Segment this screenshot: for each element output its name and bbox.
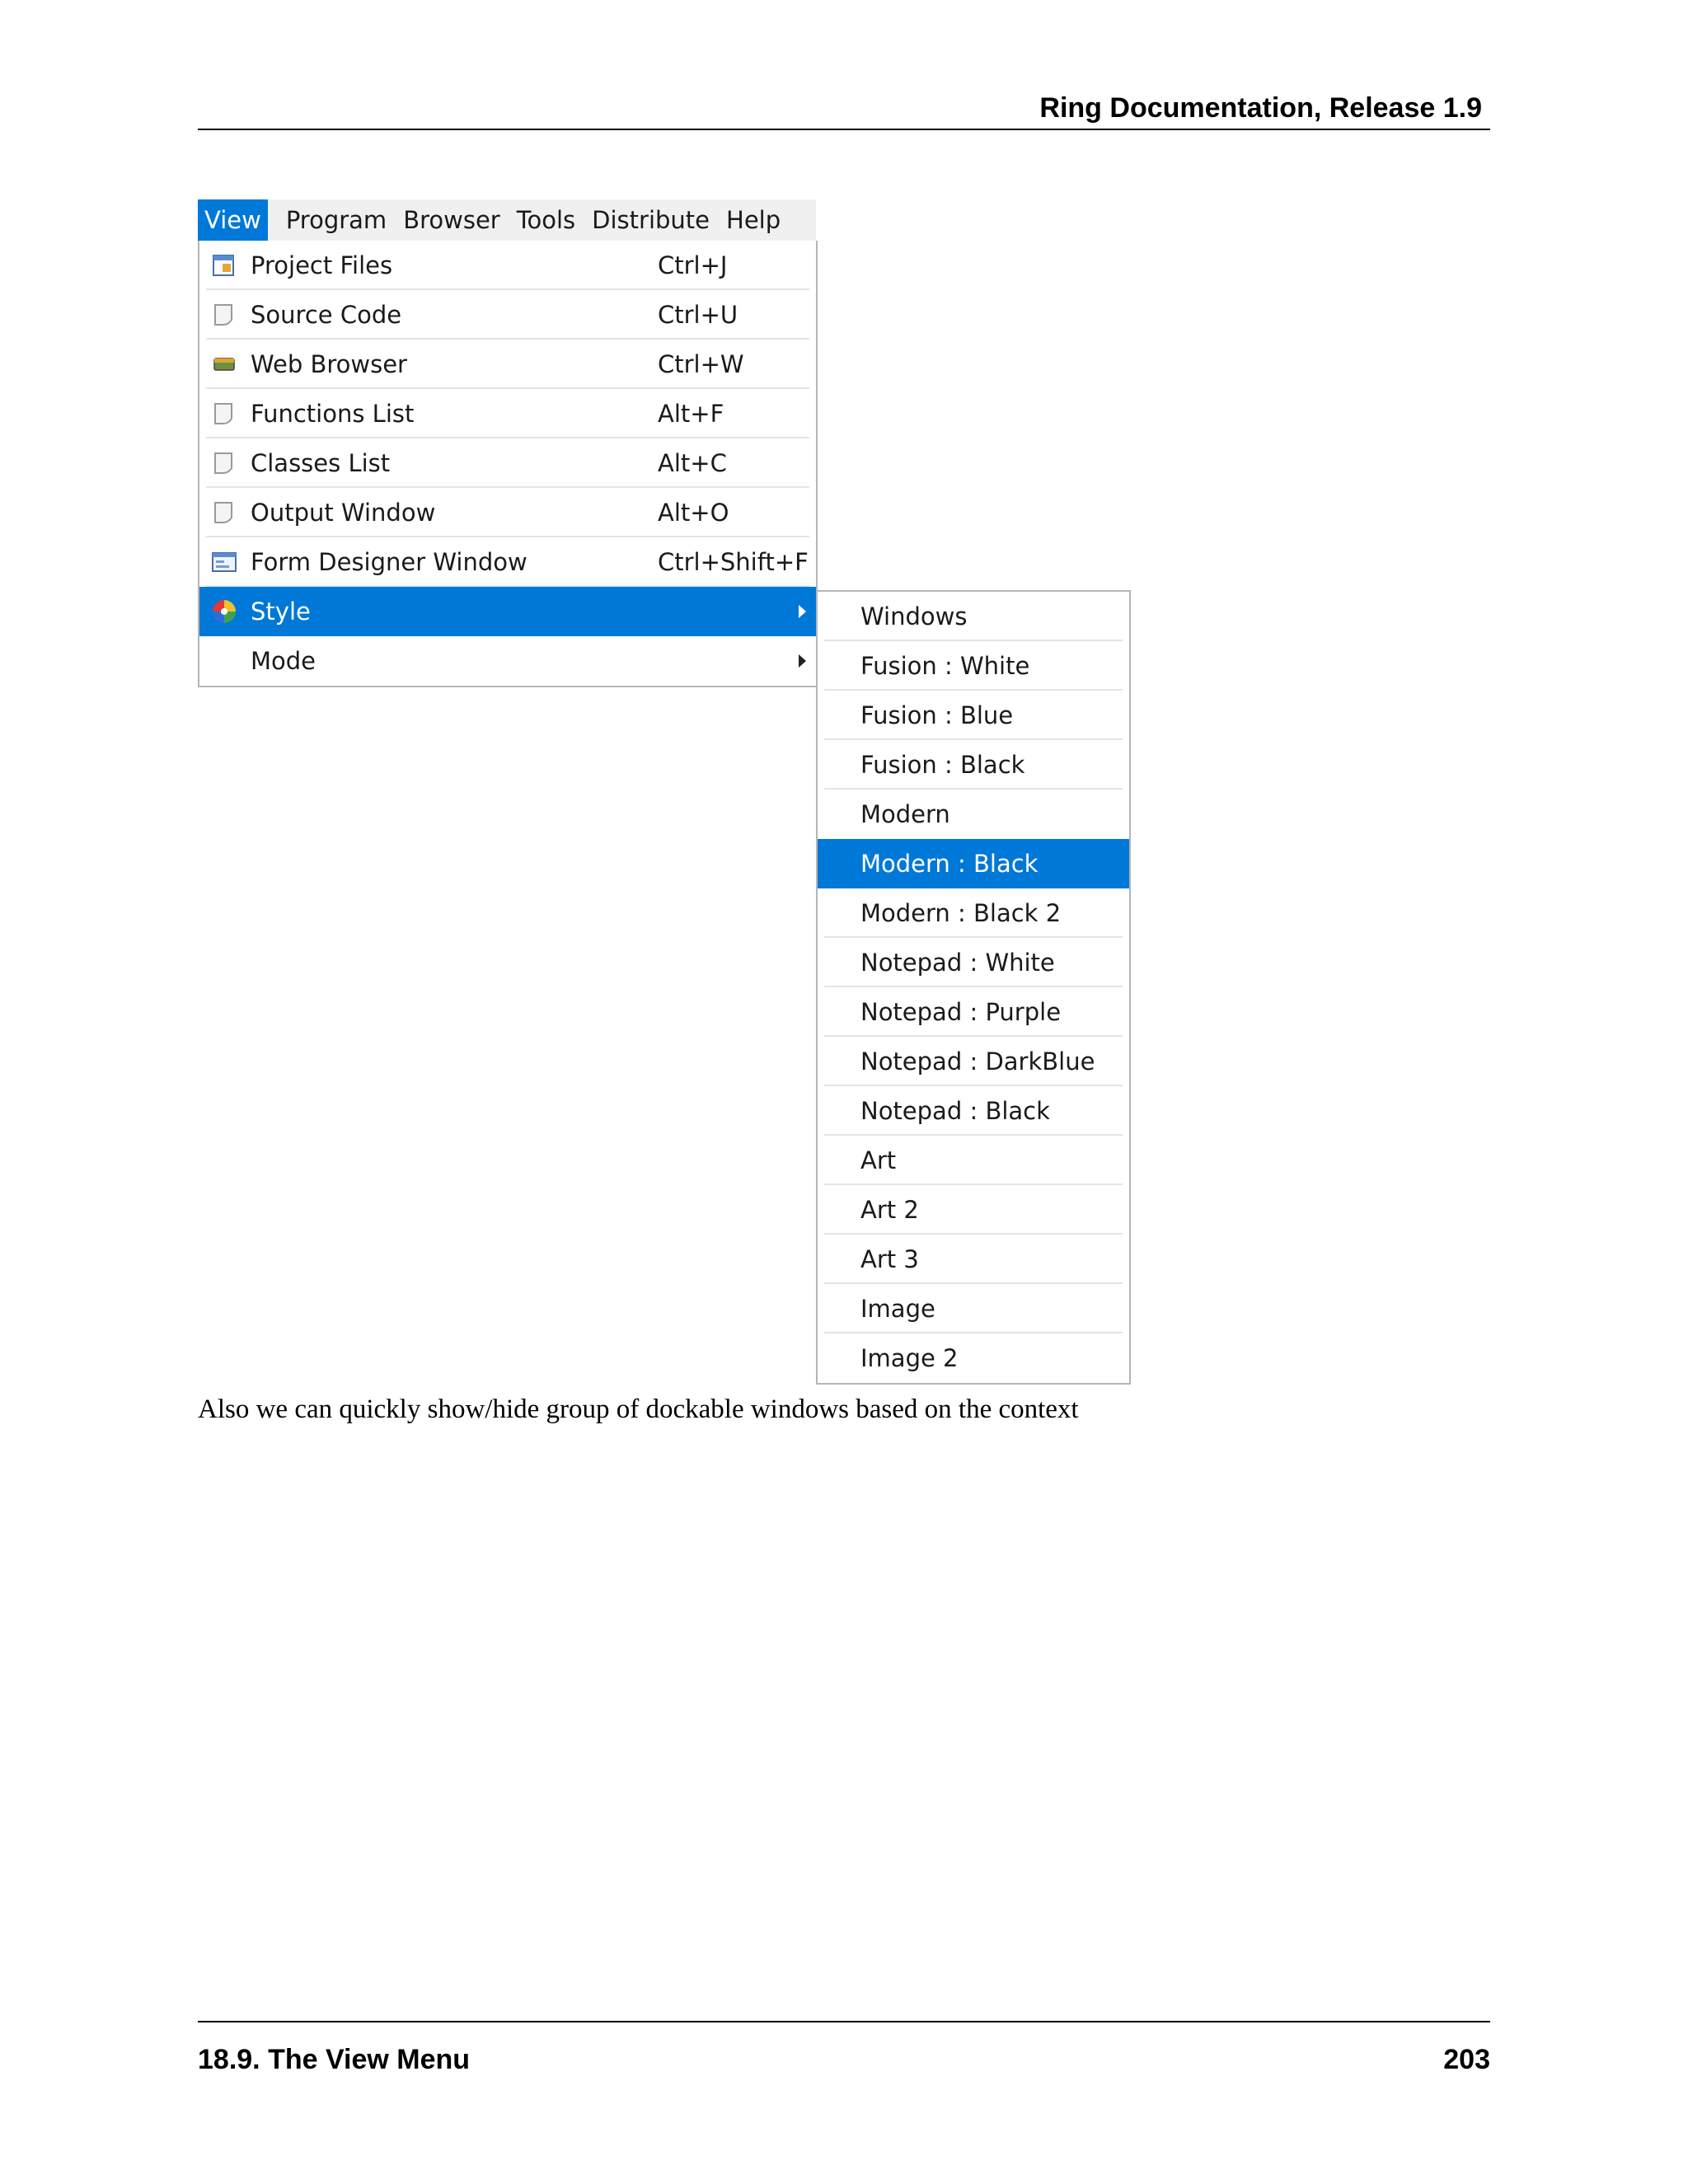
menu-item-project-files[interactable]: [199, 241, 816, 290]
footer-section-title: 18.9. The View Menu: [198, 2044, 471, 2075]
menu-item-shortcut: Ctrl+J: [658, 251, 728, 279]
style-option-label: Notepad : Purple: [860, 998, 1062, 1026]
style-option-label: Notepad : DarkBlue: [860, 1047, 1095, 1076]
style-option-art-3[interactable]: [818, 1235, 1129, 1284]
style-submenu: [816, 590, 1131, 1385]
style-option-fusion-black[interactable]: [818, 740, 1129, 790]
style-option-art-2[interactable]: [818, 1185, 1129, 1235]
style-option-notepad-black[interactable]: [818, 1086, 1129, 1136]
style-option-label: Notepad : Black: [860, 1097, 1050, 1125]
menubar-browser[interactable]: Browser: [403, 206, 500, 234]
style-option-art[interactable]: [818, 1136, 1129, 1185]
body-paragraph: Also we can quickly show/hide group of dockable windows based on the context: [198, 1394, 1079, 1424]
style-option-label: Image: [860, 1295, 935, 1323]
style-option-label: Notepad : White: [860, 949, 1055, 977]
menu-item-label: Style: [251, 598, 311, 626]
style-option-label: Windows: [860, 602, 968, 630]
style-option-modern[interactable]: [818, 790, 1129, 839]
submenu-arrow-icon: [799, 605, 806, 618]
menu-item-label: Form Designer Window: [251, 548, 528, 576]
menu-item-label: Web Browser: [251, 350, 407, 378]
menubar-program[interactable]: Program: [285, 206, 387, 234]
style-option-label: Art: [860, 1146, 897, 1174]
view-menu: [198, 241, 818, 687]
menu-item-label: Classes List: [251, 449, 391, 477]
output-window-icon: [211, 499, 237, 526]
menubar-tools[interactable]: Tools: [516, 206, 576, 234]
project-files-icon: [211, 252, 237, 279]
style-option-windows[interactable]: [818, 592, 1129, 641]
form-designer-icon: [211, 549, 237, 575]
footer-rule: [198, 2021, 1490, 2022]
style-option-label: Art 3: [860, 1245, 919, 1273]
classes-list-icon: [211, 450, 237, 476]
style-option-label: Fusion : White: [860, 652, 1030, 680]
menu-item-web-browser[interactable]: [199, 340, 816, 389]
menu-item-label: Output Window: [251, 499, 436, 527]
style-option-notepad-purple[interactable]: [818, 987, 1129, 1037]
functions-list-icon: [211, 401, 237, 427]
menubar: [198, 199, 816, 241]
menu-item-functions-list[interactable]: [199, 389, 816, 438]
menubar-distribute[interactable]: Distribute: [592, 206, 710, 234]
style-option-label: Image 2: [860, 1344, 959, 1372]
menu-item-output-window[interactable]: [199, 488, 816, 537]
style-option-label: Modern : Black: [860, 850, 1039, 878]
style-option-label: Fusion : Black: [860, 751, 1025, 779]
menu-item-form-designer-window[interactable]: [199, 537, 816, 587]
menu-item-label: Mode: [251, 647, 316, 675]
menu-item-shortcut: Alt+F: [658, 400, 724, 428]
menu-item-shortcut: Alt+C: [658, 449, 727, 477]
menu-item-mode[interactable]: [199, 636, 816, 686]
color-wheel-icon: [211, 598, 237, 625]
menu-item-shortcut: Ctrl+Shift+F: [658, 548, 809, 576]
web-browser-icon: [211, 351, 237, 377]
footer-page-number: 203: [1443, 2044, 1490, 2075]
menu-item-label: Functions List: [251, 400, 415, 428]
style-option-label: Art 2: [860, 1196, 919, 1224]
menu-item-classes-list[interactable]: [199, 438, 816, 488]
style-option-fusion-white[interactable]: [818, 641, 1129, 691]
style-option-image[interactable]: [818, 1284, 1129, 1333]
style-option-modern-black-2[interactable]: [818, 888, 1129, 938]
style-option-label: Fusion : Blue: [860, 701, 1014, 729]
menu-item-source-code[interactable]: [199, 290, 816, 340]
menu-item-style[interactable]: [199, 587, 816, 636]
document-header-title: Ring Documentation, Release 1.9: [1039, 92, 1482, 124]
menu-item-shortcut: Alt+O: [658, 499, 729, 527]
menu-item-shortcut: Ctrl+U: [658, 301, 738, 329]
menu-item-label: Project Files: [251, 251, 393, 279]
header-rule: [198, 129, 1490, 130]
menubar-view[interactable]: View: [198, 199, 268, 241]
menubar-help[interactable]: Help: [726, 206, 781, 234]
style-option-modern-black[interactable]: [818, 839, 1129, 888]
style-option-notepad-darkblue[interactable]: [818, 1037, 1129, 1086]
style-option-label: Modern : Black 2: [860, 899, 1062, 927]
submenu-arrow-icon: [799, 654, 806, 668]
style-option-image-2[interactable]: [818, 1333, 1129, 1383]
menu-item-shortcut: Ctrl+W: [658, 350, 744, 378]
style-option-label: Modern: [860, 800, 950, 828]
style-option-fusion-blue[interactable]: [818, 691, 1129, 740]
style-option-notepad-white[interactable]: [818, 938, 1129, 987]
source-code-icon: [211, 302, 237, 328]
menu-item-label: Source Code: [251, 301, 402, 329]
